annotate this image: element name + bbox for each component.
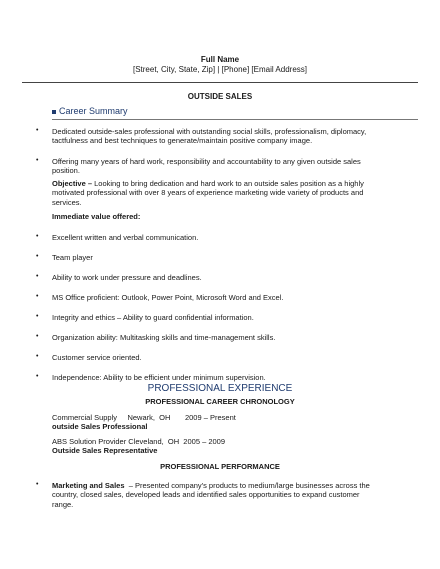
value-item: MS Office proficient: Outlook, Power Point, Microsoft Word and Excel. [52,293,284,302]
square-bullet-icon [52,110,56,114]
bullet-icon: • [36,293,39,300]
summary-bullet: Offering many years of hard work, responsibility and accountability to any given outside sales position. [52,157,361,176]
bullet-icon: • [36,373,39,380]
job-role: outside Sales Professional [52,422,148,431]
header-rule [22,82,418,83]
resume-title: OUTSIDE SALES [187,92,253,101]
bullet-icon: • [36,273,39,280]
performance-heading: PROFESSIONAL PERFORMANCE [160,462,280,471]
performance-item [52,481,382,509]
contact-line: [Street, City, State, Zip] | [Phone] [Email Address] [132,65,307,74]
performance-text: – Presented company's products to medium/large businesses across the country, closed sales, developed leads and identified sales opportunities to expand customer range. [52,481,372,509]
performance-label: Marketing and Sales [52,481,125,490]
career-summary-heading [52,106,128,117]
experience-heading: PROFESSIONAL EXPERIENCE [147,383,293,394]
objective-label: Objective – [52,179,93,188]
value-item: Customer service oriented. [52,353,142,362]
bullet-icon: • [36,253,39,260]
bullet-icon: • [36,481,39,488]
value-item: Integrity and ethics – Ability to guard confidential information. [52,313,254,322]
value-item: Excellent written and verbal communication. [52,233,199,242]
bullet-icon: • [36,233,39,240]
bullet-icon: • [36,313,39,320]
summary-bullet: Dedicated outside-sales professional with outstanding social skills, professionalism, diplomacy, tactfulness and best techniques to generate/maintain positive company image. [52,127,367,146]
bullet-icon: • [36,333,39,340]
job-role: Outside Sales Representative [52,446,158,455]
value-item: Team player [52,253,93,262]
value-heading: Immediate value offered: [52,212,141,221]
chronology-heading: PROFESSIONAL CAREER CHRONOLOGY [145,397,295,406]
bullet-icon: • [36,353,39,360]
bullet-icon: • [36,157,39,164]
objective-text: Looking to bring dedication and hard work to an outside sales position as a highly motivated professional with over 8 years of experience marketing wide variety of products and services. [52,179,364,207]
summary-rule [52,119,418,120]
full-name: Full Name [200,55,240,64]
value-item: Ability to work under pressure and deadlines. [52,273,202,282]
value-item: Independence: Ability to be efficient under minimum supervision. [52,373,266,382]
job-line: ABS Solution Provider Cleveland, OH 2005 – 2009 [52,437,226,446]
bullet-icon: • [36,127,39,134]
value-item: Organization ability: Multitasking skills and time-management skills. [52,333,276,342]
career-summary-heading-text: Career Summary [59,106,128,116]
job-line: Commercial Supply Newark, OH 2009 – Present [52,413,236,422]
objective [52,179,382,207]
